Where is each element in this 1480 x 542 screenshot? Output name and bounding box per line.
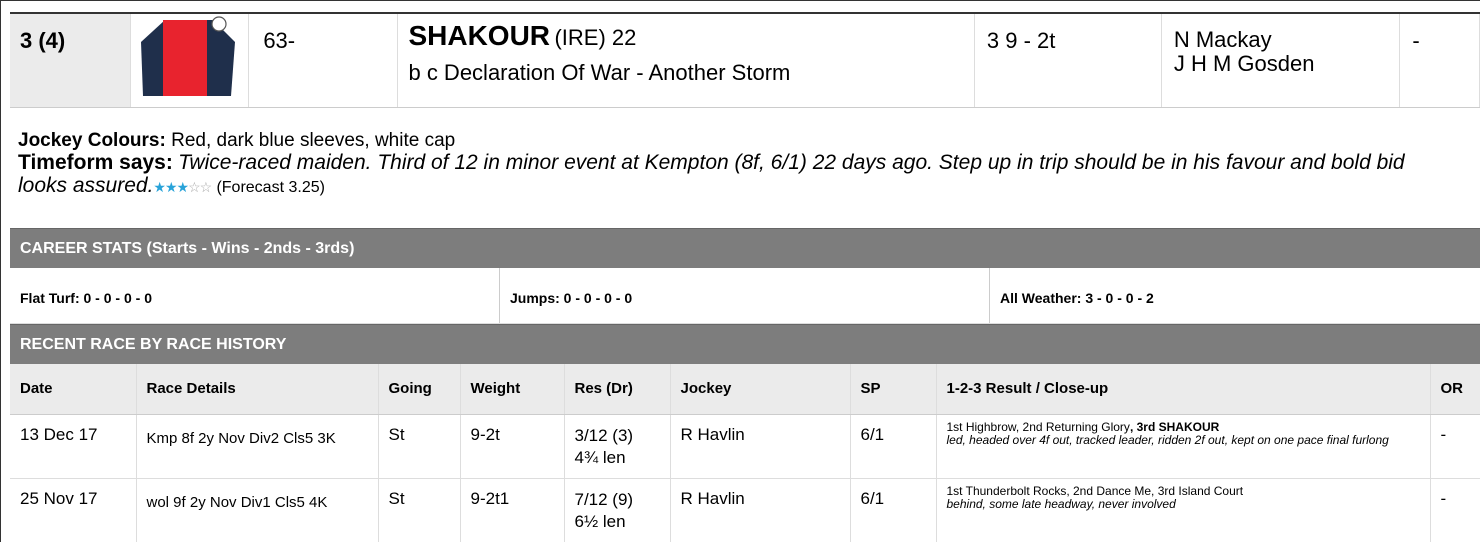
horse-info (398, 14, 974, 107)
row-going: St (378, 478, 460, 542)
jockey-colours-line (18, 130, 1458, 152)
jockey-trainer (1162, 14, 1401, 107)
col-date[interactable]: Date (10, 364, 136, 414)
row-position: 3/12 (3) (574, 425, 634, 445)
table-row[interactable] (10, 478, 1480, 542)
stat-jumps: Jumps: 0 - 0 - 0 - 0 (500, 268, 990, 323)
col-or[interactable]: OR (1430, 364, 1480, 414)
col-sp[interactable]: SP (850, 364, 936, 414)
row-going: St (378, 414, 460, 478)
row-race-details[interactable]: Kmp 8f 2y Nov Div2 Cls5 3K (136, 414, 378, 478)
jockey-silk (131, 14, 249, 107)
row-jockey: R Havlin (670, 414, 850, 478)
career-stats (10, 268, 1480, 324)
row-date: 25 Nov 17 (10, 478, 136, 542)
row-sp: 6/1 (850, 478, 936, 542)
row-placings: 1st Thunderbolt Rocks, 2nd Dance Me, 3rd Island Court (946, 483, 1244, 498)
row-close-up (936, 478, 1430, 542)
table-row[interactable] (10, 414, 1480, 478)
jockey-colours-value: Red, dark blue sleeves, white cap (171, 130, 456, 151)
age-weight: 3 9 - 2t (975, 14, 1162, 107)
timeform-line (18, 152, 1458, 199)
star-rating-icon: ★★★☆☆ (153, 179, 212, 195)
timeform-label: Timeform says: (18, 151, 173, 174)
col-race-details[interactable]: Race Details (136, 364, 378, 414)
row-jockey: R Havlin (670, 478, 850, 542)
position-flag: - (1400, 14, 1480, 107)
horse-breeding: b c Declaration Of War - Another Storm (408, 60, 791, 85)
row-race-details[interactable]: wol 9f 2y Nov Div1 Cls5 4K (136, 478, 378, 542)
col-weight[interactable]: Weight (460, 364, 564, 414)
stat-all-weather: All Weather: 3 - 0 - 0 - 2 (1000, 290, 1154, 306)
row-close-up (936, 414, 1430, 478)
row-date: 13 Dec 17 (10, 414, 136, 478)
forecast-text: (Forecast 3.25) (216, 179, 325, 196)
race-history-heading: RECENT RACE BY RACE HISTORY (10, 324, 1480, 364)
stat-flat-turf: Flat Turf: 0 - 0 - 0 - 0 (10, 268, 500, 323)
col-going[interactable]: Going (378, 364, 460, 414)
row-weight: 9-2t (460, 414, 564, 478)
col-jockey[interactable]: Jockey (670, 364, 850, 414)
trainer-name[interactable]: J H M Gosden (1173, 51, 1315, 76)
jockey-silk-icon (131, 14, 249, 110)
horse-name[interactable]: SHAKOUR (408, 20, 551, 51)
row-margin: 6½ len (574, 511, 626, 531)
jockey-name[interactable]: N Mackay (1173, 27, 1272, 52)
career-stats-heading: CAREER STATS (Starts - Wins - 2nds - 3rds) (10, 228, 1480, 268)
timeform-text: Twice-raced maiden. Third of 12 in minor event at Kempton (8f, 6/1) 22 days ago. Step up in trip should be in his favour and bold bid looks assured. (18, 151, 1405, 197)
row-result (564, 478, 670, 542)
col-result[interactable]: Res (Dr) (564, 364, 670, 414)
row-weight: 9-2t1 (460, 478, 564, 542)
row-comment: led, headed over 4f out, tracked leader, ridden 2f out, kept on one pace final furlong (946, 432, 1389, 447)
official-rating: 63- (249, 14, 398, 107)
horse-origin: (IRE) 22 (554, 25, 637, 50)
row-or: - (1430, 414, 1480, 478)
table-header-row (10, 364, 1480, 414)
row-position: 7/12 (9) (574, 489, 634, 509)
row-margin: 4¾ len (574, 447, 626, 467)
runner-comment (18, 130, 1458, 199)
runner-header (10, 12, 1480, 108)
row-comment: behind, some late headway, never involved (946, 496, 1176, 511)
row-or: - (1430, 478, 1480, 542)
row-placings: 1st Highbrow, 2nd Returning Glory (946, 419, 1130, 434)
jockey-colours-label: Jockey Colours: (18, 130, 166, 151)
row-sp: 6/1 (850, 414, 936, 478)
race-history-table (10, 364, 1480, 542)
runner-number: 3 (4) (10, 14, 131, 107)
col-close-up[interactable]: 1-2-3 Result / Close-up (936, 364, 1430, 414)
row-placings-highlight: , 3rd SHAKOUR (1129, 419, 1220, 434)
row-result (564, 414, 670, 478)
